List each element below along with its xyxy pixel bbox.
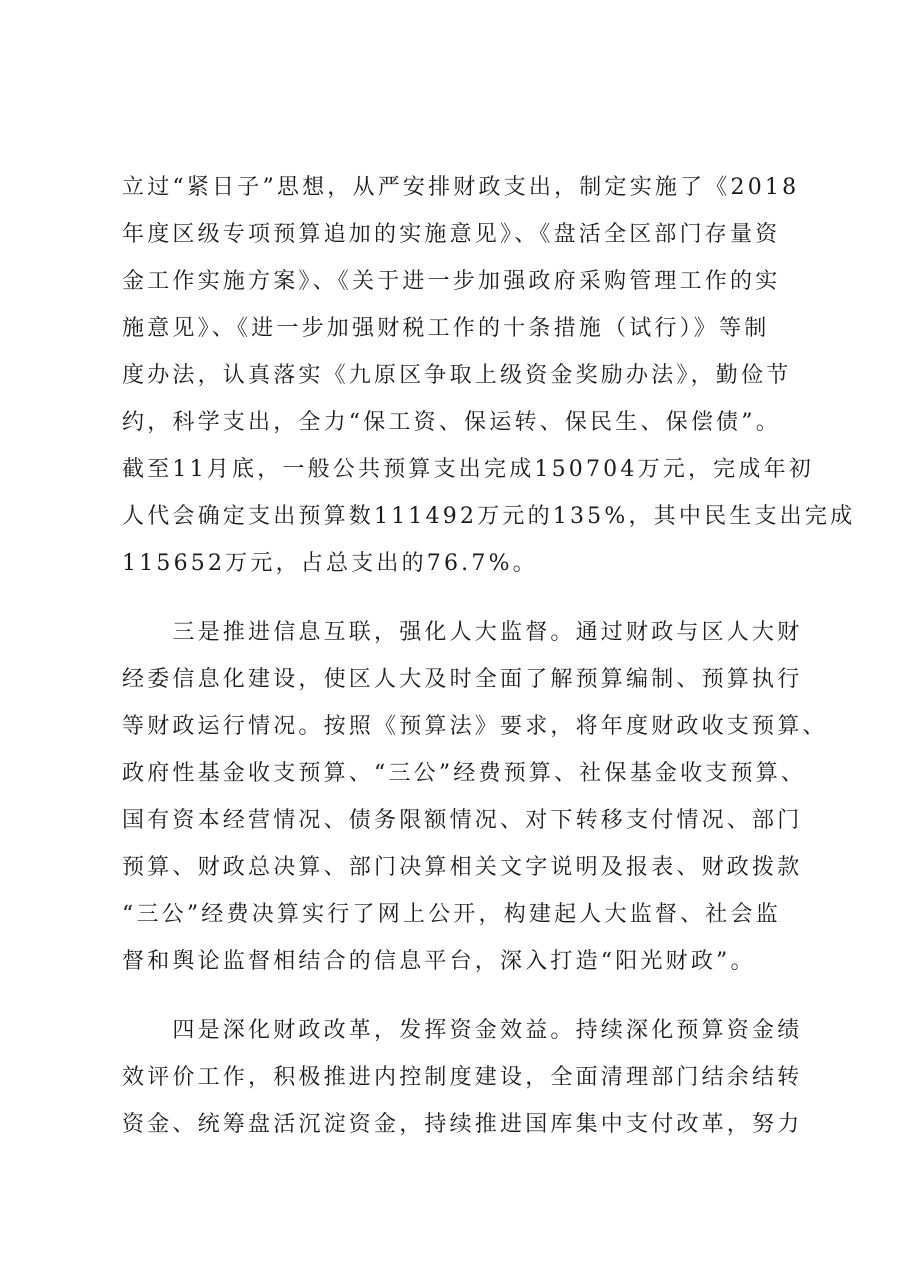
text-line: 115652万元，占总支出的76.7%。	[122, 551, 538, 576]
text-line: 等财政运行情况。按照《预算法》要求，将年度财政收支预算、	[122, 714, 828, 739]
paragraph-gap	[122, 587, 822, 609]
paragraph-three	[122, 609, 828, 985]
text-line: 督和舆论监督相结合的信息平台，深入打造“阳光财政”。	[122, 949, 756, 974]
text-line: 人代会确定支出预算数111492万元的135%，其中民生支出完成	[122, 504, 856, 529]
text-line: 施意见》、《进一步加强财税工作的十条措施（试行）》等制	[122, 316, 770, 341]
text-line: 度办法，认真落实《九原区争取上级资金奖励办法》，勤俭节	[122, 363, 792, 388]
paragraph-gap	[122, 985, 822, 1007]
text-line: 约，科学支出，全力“保工资、保运转、保民生、保偿债”。	[122, 410, 781, 435]
document-body	[122, 164, 856, 1148]
text-line: 政府性基金收支预算、“三公”经费预算、社保基金收支预算、	[122, 761, 807, 786]
text-line: 预算、财政总决算、部门决算相关文字说明及报表、财政拨款	[122, 855, 803, 880]
text-line: 金工作实施方案》、《关于进一步加强政府采购管理工作的实	[122, 269, 781, 294]
text-line: 三是推进信息互联，强化人大监督。通过财政与区人大财	[122, 620, 803, 645]
text-line: 立过“紧日子”思想，从严安排财政支出，制定实施了《2018	[122, 175, 800, 200]
text-line: 经委信息化建设，使区人大及时全面了解预算编制、预算执行	[122, 667, 803, 692]
text-line: 国有资本经营情况、债务限额情况、对下转移支付情况、部门	[122, 808, 803, 833]
text-line: “三公”经费决算实行了网上公开，构建起人大监督、社会监	[122, 902, 781, 927]
paragraph-continuation	[122, 164, 856, 587]
text-line: 截至11月底，一般公共预算支出完成150704万元，完成年初	[122, 457, 814, 482]
text-line: 效评价工作，积极推进内控制度建设，全面清理部门结余结转	[122, 1065, 803, 1090]
text-line: 资金、统筹盘活沉淀资金，持续推进国库集中支付改革，努力	[122, 1112, 803, 1137]
text-line: 年度区级专项预算追加的实施意见》、《盘活全区部门存量资	[122, 222, 781, 247]
paragraph-four	[122, 1007, 822, 1148]
text-line: 四是深化财政改革，发挥资金效益。持续深化预算资金绩	[122, 1018, 803, 1043]
